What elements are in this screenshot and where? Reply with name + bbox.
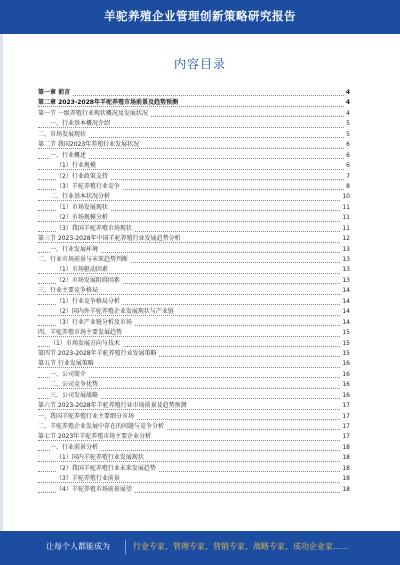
- side-accent: [0, 33, 3, 565]
- toc-entry-text: 二、市场发展现状: [38, 130, 87, 138]
- toc-entry-text: 第三节 2023-2028年中国羊驼养殖行业发展趋势分析: [38, 235, 181, 243]
- toc-entry-page: 5: [345, 119, 350, 129]
- toc-entry-text: 一、行业概述: [50, 151, 87, 159]
- toc-entry[interactable]: [38, 307, 350, 317]
- toc-entry-text: 一、行业发展环境: [50, 245, 99, 253]
- toc-entry-page: 13: [341, 276, 350, 286]
- toc-entry-text: （1）市场发展现状: [56, 203, 108, 211]
- toc-entry[interactable]: [38, 339, 350, 349]
- toc-entry-page: 17: [341, 422, 350, 432]
- toc-entry-page: 14: [341, 297, 350, 307]
- toc-entry-page: 16: [341, 391, 350, 401]
- toc-entry[interactable]: [38, 151, 350, 161]
- footer-slogan-right: 行业专家、管理专家、营销专家、战略专家、成功企业家……: [133, 542, 349, 551]
- toc-entry-text: 第二章 2023-2028年羊驼养殖市场前景及趋势预测: [38, 99, 178, 107]
- toc-entry-page: 11: [341, 203, 350, 213]
- toc-entry-page: 6: [345, 161, 350, 171]
- toc-entry-page: 4: [345, 109, 350, 119]
- toc-entry-page: 18: [341, 453, 350, 463]
- toc-entry-page: 8: [345, 182, 350, 192]
- toc-entry-page: 12: [341, 234, 350, 244]
- table-of-contents: [38, 88, 350, 495]
- toc-entry-text: 第一节 一级养殖行业现状概况及发展状况: [38, 109, 148, 117]
- toc-entry-page: 18: [341, 485, 350, 495]
- toc-entry-page: 18: [341, 464, 350, 474]
- toc-entry[interactable]: [38, 276, 350, 286]
- toc-entry-page: 18: [341, 474, 350, 484]
- toc-entry-page: 17: [341, 401, 350, 411]
- toc-entry[interactable]: [38, 443, 350, 453]
- toc-entry[interactable]: [38, 182, 350, 192]
- toc-entry-text: （3）羊驼养殖行业竞争: [56, 182, 120, 190]
- footer-bar: [0, 531, 400, 565]
- toc-entry[interactable]: [38, 349, 350, 359]
- toc-entry[interactable]: [38, 359, 350, 369]
- toc-entry-page: 14: [341, 307, 350, 317]
- toc-entry[interactable]: [38, 297, 350, 307]
- toc-entry[interactable]: [38, 265, 350, 275]
- toc-entry-text: （1）国内羊驼养殖行业发展现状: [56, 454, 144, 462]
- toc-entry-text: 第二节 我国2023年养殖行业发展状况: [38, 141, 140, 149]
- toc-entry-text: 二、行业基本状况分析: [50, 193, 111, 201]
- toc-entry-page: 17: [341, 412, 350, 422]
- toc-entry-page: 4: [345, 98, 350, 108]
- toc-entry-text: 第一章 前言: [38, 89, 71, 96]
- toc-entry[interactable]: [38, 474, 350, 484]
- toc-entry-page: 13: [341, 265, 350, 275]
- toc-entry[interactable]: [38, 130, 350, 140]
- toc-entry[interactable]: [38, 432, 350, 442]
- toc-entry[interactable]: [38, 422, 350, 432]
- footer-slogan-left: 让每个人都能成为: [46, 542, 110, 551]
- toc-entry-text: 二、公司竞争优势: [50, 381, 99, 389]
- toc-entry[interactable]: [38, 192, 350, 202]
- toc-entry[interactable]: [38, 161, 350, 171]
- toc-entry-text: （2）市场发展阻碍因素: [56, 276, 120, 284]
- toc-entry-text: （1）行业竞争格局分析: [56, 297, 120, 305]
- toc-entry-page: 15: [341, 328, 350, 338]
- toc-entry-page: 13: [341, 255, 350, 265]
- document-title: 羊驼养殖企业管理创新策略研究报告: [104, 9, 296, 23]
- toc-entry-text: 一、行业基本概况介绍: [50, 120, 111, 128]
- toc-entry-text: 第四节 2023-2028年羊驼养殖行业发展策略: [38, 349, 157, 357]
- toc-entry-text: （3）行业产业链分析及市场: [56, 318, 132, 326]
- toc-entry-page: 13: [341, 245, 350, 255]
- toc-entry-text: 一、我国羊驼养殖行业主要细分市场: [38, 412, 135, 420]
- toc-entry[interactable]: [38, 98, 350, 108]
- toc-entry-text: （2）我国羊驼养殖行业未来发展趋势: [56, 464, 156, 472]
- toc-entry-page: 7: [345, 172, 350, 182]
- toc-entry-text: （1）行业规模: [56, 162, 96, 170]
- toc-entry-text: 第五节 行业发展策略: [38, 360, 94, 368]
- toc-entry-page: 10: [341, 192, 350, 202]
- toc-entry-text: 一、行业前景分析: [50, 443, 99, 451]
- toc-entry[interactable]: [38, 109, 350, 119]
- dot-leader: [38, 106, 344, 107]
- toc-entry[interactable]: [38, 328, 350, 338]
- toc-entry[interactable]: [38, 234, 350, 244]
- toc-entry[interactable]: [38, 391, 350, 401]
- footer-divider: [125, 540, 126, 554]
- toc-entry[interactable]: [38, 172, 350, 182]
- toc-heading: 内容目录: [173, 57, 226, 71]
- toc-entry-text: （4）羊驼养殖市场前景展望: [56, 485, 132, 493]
- toc-entry-text: （1）市场驱动因素: [56, 266, 108, 274]
- toc-entry-page: 15: [341, 349, 350, 359]
- toc-entry[interactable]: [38, 380, 350, 390]
- toc-entry-page: 17: [341, 432, 350, 442]
- toc-entry[interactable]: [38, 224, 350, 234]
- toc-entry-page: 6: [345, 151, 350, 161]
- toc-entry-text: 第七节 2023年羊驼养殖市场主要企业分析: [38, 433, 152, 441]
- toc-entry-text: （3）我国羊驼养殖市场现状: [56, 224, 132, 232]
- toc-entry-text: 第六节 2023-2028年羊驼养殖行业市场前景及趋势预测: [38, 402, 187, 410]
- toc-entry-page: 16: [341, 359, 350, 369]
- toc-entry-page: 16: [341, 370, 350, 380]
- toc-entry[interactable]: [38, 203, 350, 213]
- toc-entry[interactable]: [38, 453, 350, 463]
- toc-entry[interactable]: [38, 213, 350, 223]
- toc-entry-page: 16: [341, 380, 350, 390]
- toc-entry-page: 11: [341, 224, 350, 234]
- toc-entry[interactable]: [38, 119, 350, 129]
- toc-entry-text: （3）羊驼养殖行业前景: [56, 475, 120, 483]
- toc-entry-text: （2）市场规模分析: [56, 214, 108, 222]
- toc-entry-page: 14: [341, 318, 350, 328]
- toc-entry-text: 一、公司简介: [50, 370, 87, 378]
- toc-entry-text: （2）行业政策支持: [56, 172, 108, 180]
- toc-entry-text: （1）市场发展方向与技术: [50, 339, 120, 347]
- toc-entry[interactable]: [38, 485, 350, 495]
- toc-entry-text: 三、行业主要竞争格局: [38, 287, 99, 295]
- header-bar: [0, 0, 400, 34]
- toc-entry-page: 18: [341, 443, 350, 453]
- toc-entry-text: 二、行业市场前景与未来趋势判断: [38, 256, 129, 263]
- toc-entry[interactable]: [38, 370, 350, 380]
- toc-entry[interactable]: [38, 401, 350, 411]
- toc-entry[interactable]: [38, 88, 350, 98]
- dot-leader: [38, 273, 344, 274]
- toc-entry-page: 5: [345, 130, 350, 140]
- toc-entry-page: 6: [345, 140, 350, 150]
- toc-entry-text: 三、公司发展战略: [50, 391, 99, 399]
- toc-entry-page: 11: [341, 213, 350, 223]
- dot-leader: [38, 95, 344, 96]
- toc-entry-page: 15: [341, 339, 350, 349]
- toc-entry[interactable]: [38, 318, 350, 328]
- toc-entry-page: 14: [341, 286, 350, 296]
- toc-entry[interactable]: [38, 464, 350, 474]
- toc-entry-page: 4: [345, 88, 350, 98]
- toc-entry[interactable]: [38, 245, 350, 255]
- toc-entry[interactable]: [38, 412, 350, 422]
- toc-entry[interactable]: [38, 286, 350, 296]
- toc-entry[interactable]: [38, 255, 350, 265]
- toc-entry-text: 二、羊驼养殖企业发展中存在的问题与竞争分析: [38, 423, 165, 430]
- toc-entry[interactable]: [38, 140, 350, 150]
- dot-leader: [38, 440, 344, 441]
- toc-entry-text: （2）国内外羊驼养殖企业发展现状与产业链: [56, 308, 174, 316]
- toc-entry-text: 四、羊驼养殖市场主要发展趋势: [38, 329, 123, 337]
